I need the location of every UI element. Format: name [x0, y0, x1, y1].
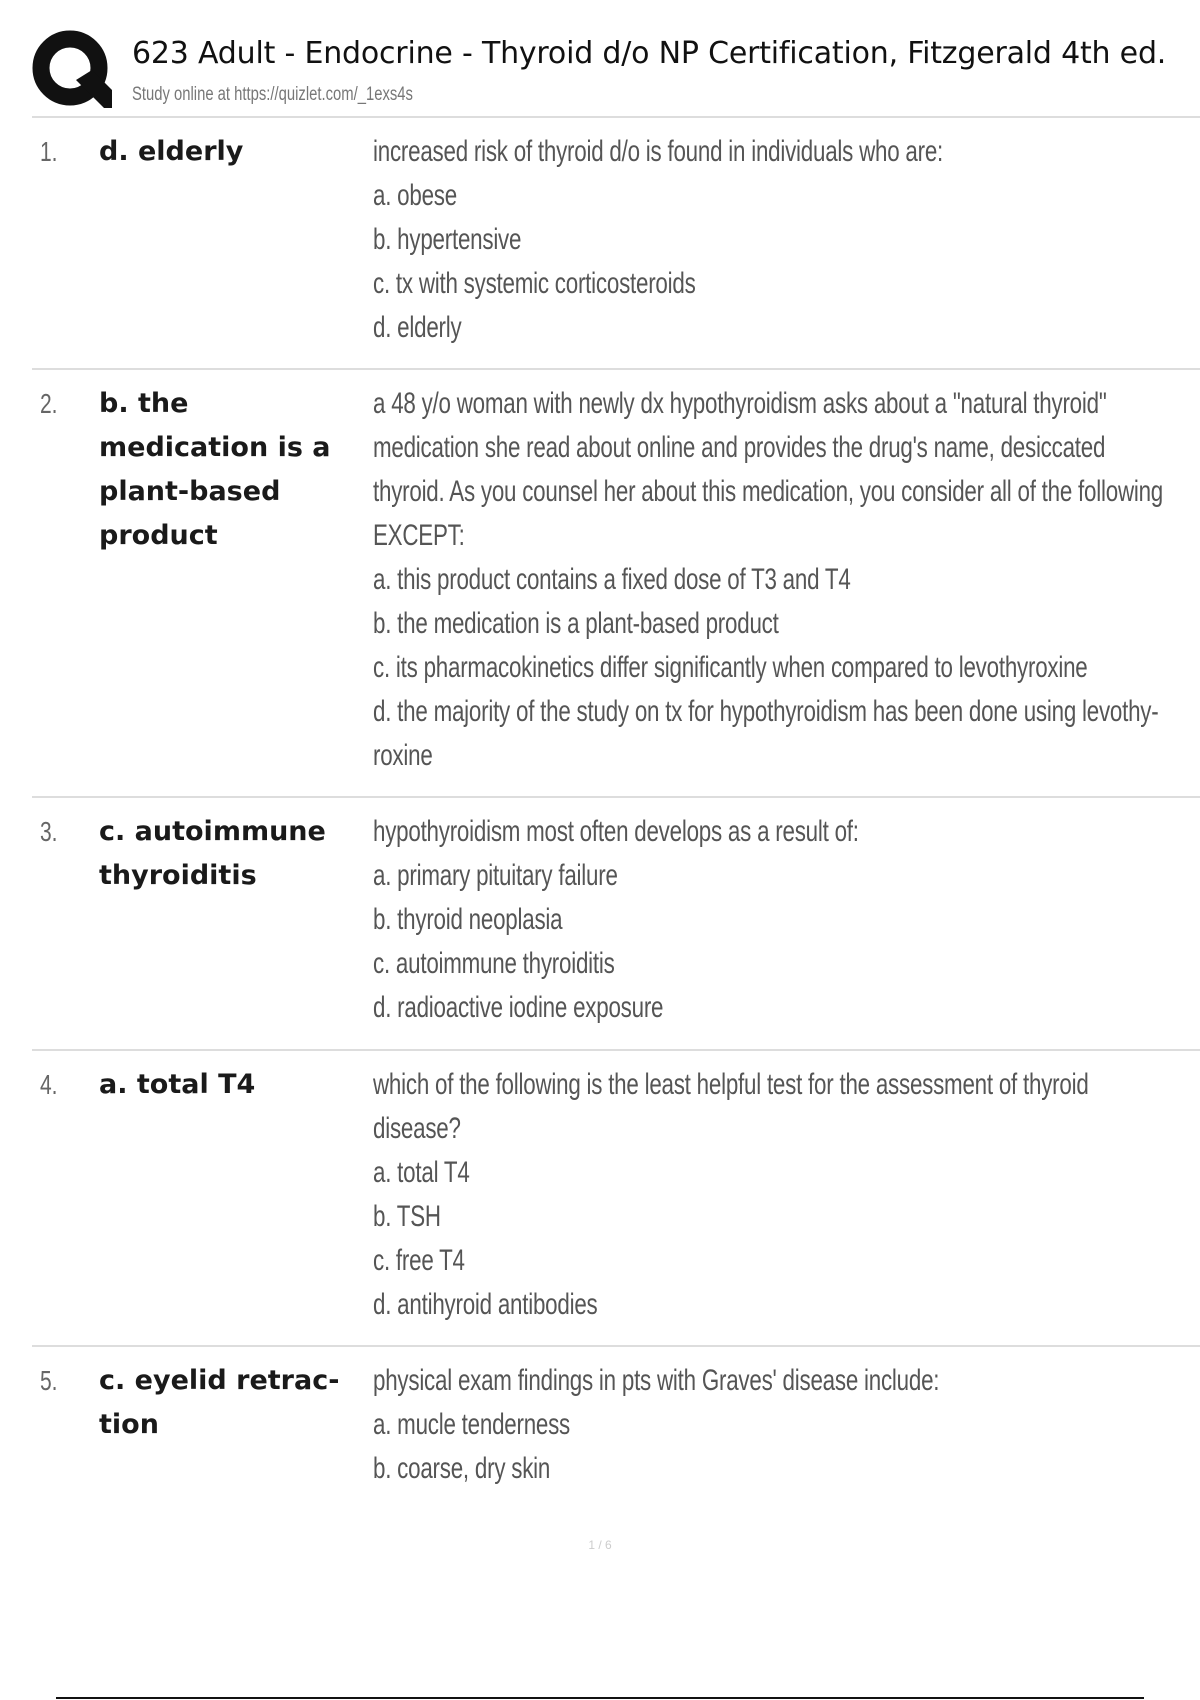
study-online-link[interactable]: Study online at https://quizlet.com/_1exs4s: [132, 84, 413, 105]
card-number: 2.: [40, 388, 58, 419]
definition-line: b. coarse, dry skin: [373, 1452, 551, 1485]
card-number: 5.: [40, 1365, 58, 1396]
card-term: d. elderly: [99, 136, 244, 167]
divider: [32, 796, 1200, 798]
page-title: 623 Adult - Endocrine - Thyroid d/o NP Certification, Fitzgerald 4th ed.: [132, 36, 1167, 71]
card-definition: [373, 1063, 1125, 1327]
definition-line: a. this product contains a fixed dose of T3 and T4: [373, 563, 851, 596]
definition-line: physical exam findings in pts with Graves' disease include:: [373, 1364, 940, 1397]
definition-line: roxine: [373, 739, 433, 772]
card-number: 1.: [40, 136, 58, 167]
definition-line: c. free T4: [373, 1244, 465, 1277]
definition-line: increased risk of thyroid d/o is found in individuals who are:: [373, 135, 944, 168]
card-definition: [373, 810, 1125, 1030]
definition-line: b. hypertensive: [373, 223, 522, 256]
definition-line: a 48 y/o woman with newly dx hypothyroidism asks about a "natural thyroid": [373, 387, 1107, 420]
definition-line: EXCEPT:: [373, 519, 465, 552]
divider: [32, 368, 1200, 370]
card-definition: [373, 130, 1125, 350]
definition-line: thyroid. As you counsel her about this medication, you consider all of the following: [373, 475, 1164, 508]
divider: [32, 116, 1200, 118]
definition-line: hypothyroidism most often develops as a result of:: [373, 815, 859, 848]
footer-divider: [56, 1697, 1144, 1699]
card-term: c. autoimmune thyroiditis: [99, 816, 326, 891]
definition-line: d. radioactive iodine exposure: [373, 991, 664, 1024]
definition-line: b. the medication is a plant-based product: [373, 607, 779, 640]
card-number: 4.: [40, 1069, 58, 1100]
card-term: b. the medication is a plant-based product: [99, 388, 331, 551]
definition-line: c. tx with systemic corticosteroids: [373, 267, 696, 300]
definition-line: a. primary pituitary failure: [373, 859, 618, 892]
card-number: 3.: [40, 816, 58, 847]
definition-line: a. mucle tenderness: [373, 1408, 571, 1441]
page-number: 1 / 6: [588, 1538, 612, 1552]
definition-line: disease?: [373, 1112, 461, 1145]
page-header: [32, 30, 1200, 114]
card-definition: [373, 1359, 1125, 1491]
definition-line: c. its pharmacokinetics differ significantly when compared to levothyroxine: [373, 651, 1088, 684]
card-definition: [373, 382, 1164, 778]
definition-line: b. TSH: [373, 1200, 441, 1233]
divider: [32, 1345, 1200, 1347]
definition-line: which of the following is the least helpful test for the assessment of thyroid: [373, 1068, 1089, 1101]
quizlet-logo-icon: [32, 30, 112, 110]
definition-line: medication she read about online and provides the drug's name, desiccated: [373, 431, 1106, 464]
definition-line: c. autoimmune thyroiditis: [373, 947, 615, 980]
card-term: c. eyelid retrac- tion: [99, 1365, 340, 1440]
definition-line: d. antihyroid antibodies: [373, 1288, 598, 1321]
definition-line: d. the majority of the study on tx for hypothyroidism has been done using levothy-: [373, 695, 1159, 728]
definition-line: a. obese: [373, 179, 457, 212]
divider: [32, 1049, 1200, 1051]
definition-line: a. total T4: [373, 1156, 470, 1189]
definition-line: b. thyroid neoplasia: [373, 903, 563, 936]
card-term: a. total T4: [99, 1069, 256, 1100]
definition-line: d. elderly: [373, 311, 462, 344]
